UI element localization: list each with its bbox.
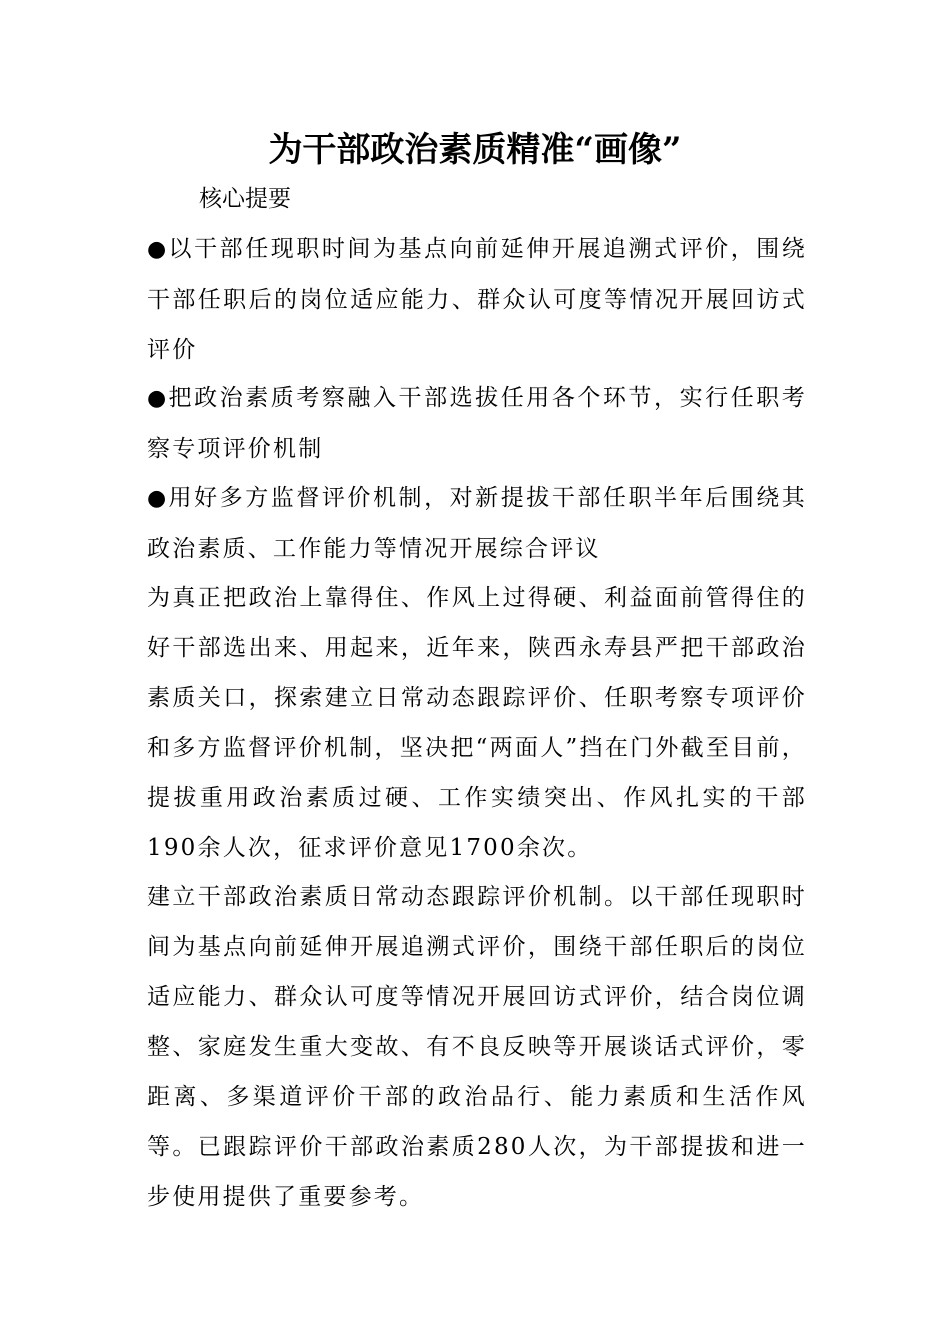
summary-label: 核心提要 bbox=[199, 186, 291, 212]
summary-bullet-3 bbox=[147, 473, 807, 574]
intro-paragraph: 为真正把政治上靠得住、作风上过得硬、利益面前管得住的好干部选出来、用起来，近年来，陕西永寿县严把干部政治素质关口，探索建立日常动态跟踪评价、任职考察专项评价和多方监督评价机制，坚决把“两面人”挡在门外截至目前，提拔重用政治素质过硬、工作实绩突出、作风扎实的干部190余人次，征求评价意见1700余次。 bbox=[147, 585, 807, 861]
summary-bullet-text: 用好多方监督评价机制，对新提拔干部任职半年后围绕其政治素质、工作能力等情况开展综合评议 bbox=[147, 485, 807, 562]
body-paragraph: 建立干部政治素质日常动态跟踪评价机制。以干部任现职时间为基点向前延伸开展追溯式评价，围绕干部任职后的岗位适应能力、群众认可度等情况开展回访式评价，结合岗位调整、家庭发生重大变故、有不良反映等开展谈话式评价，零距离、多渠道评价干部的政治品行、能力素质和生活作风等。已跟踪评价干部政治素质280人次，为干部提拔和进一步使用提供了重要参考。 bbox=[147, 884, 807, 1210]
bullet-dot-icon: ● bbox=[147, 386, 167, 411]
summary-bullet-text: 把政治素质考察融入干部选拔任用各个环节，实行任职考察专项评价机制 bbox=[147, 385, 807, 462]
summary-bullet-1 bbox=[147, 224, 807, 375]
summary-bullet-2 bbox=[147, 373, 807, 474]
bullet-dot-icon: ● bbox=[147, 486, 167, 511]
document-title: 为干部政治素质精准“画像” bbox=[268, 130, 682, 170]
bullet-dot-icon: ● bbox=[147, 237, 167, 262]
summary-bullet-text: 以干部任现职时间为基点向前延伸开展追溯式评价，围绕干部任职后的岗位适应能力、群众认可度等情况开展回访式评价 bbox=[147, 236, 807, 363]
